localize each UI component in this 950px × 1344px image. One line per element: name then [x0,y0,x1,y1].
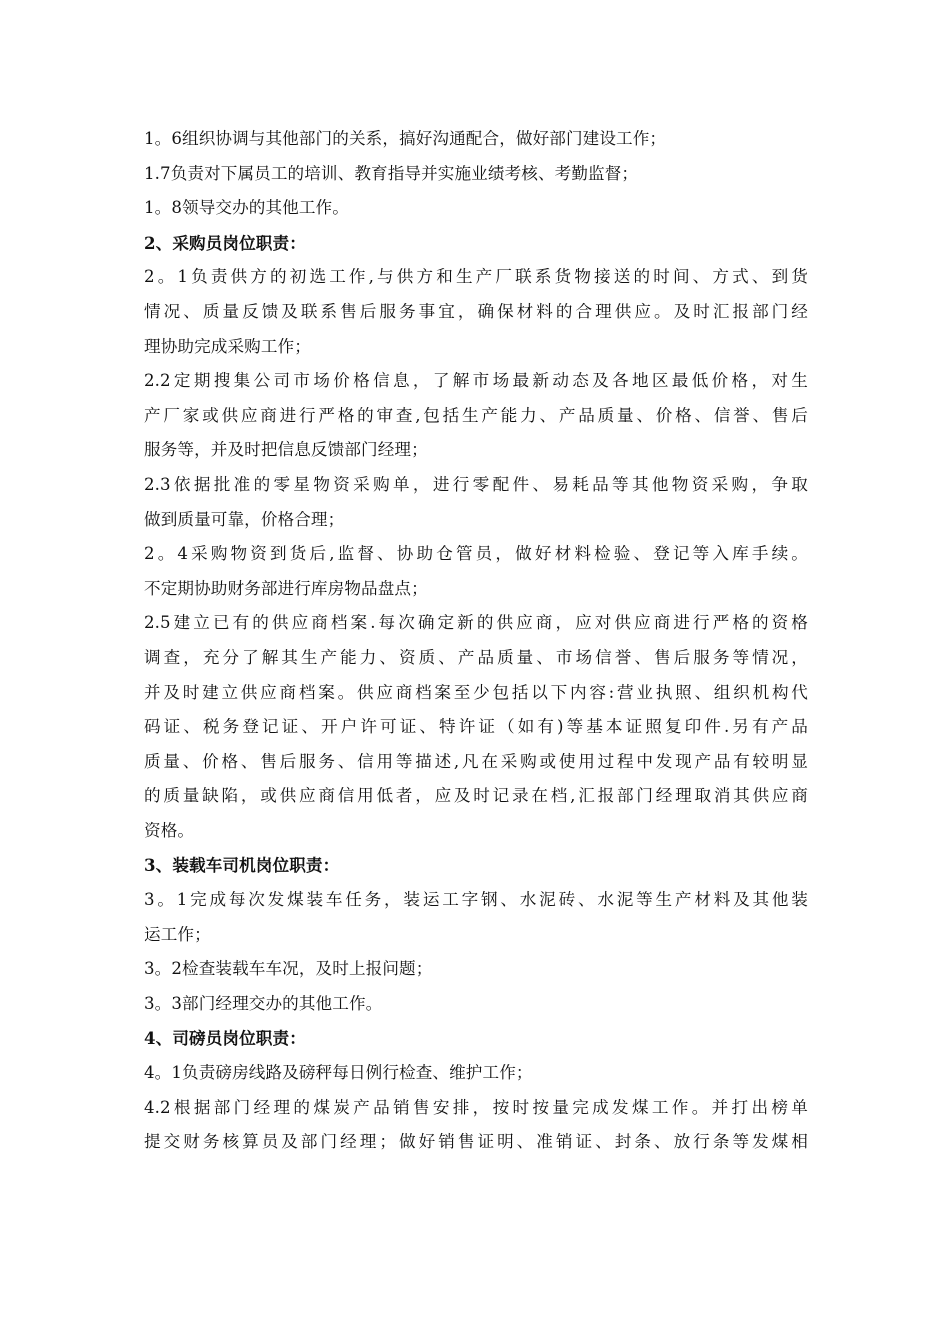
text-line: 3。3部门经理交办的其他工作。 [144,993,383,1013]
text-line: 质量、价格、售后服务、信用等描述,凡在采购或使用过程中发现产品有较明显 [144,751,808,771]
text-line: 做到质量可靠，价格合理； [144,509,345,529]
text-line: 2.5建立已有的供应商档案.每次确定新的供应商，应对供应商进行严格的资格 [144,613,808,633]
text-line: 码证、税务登记证、开户许可证、特许证（如有)等基本证照复印件.另有产品 [144,717,808,737]
text-line: 3。1完成每次发煤装车任务，装运工字钢、水泥砖、水泥等生产材料及其他装 [144,890,808,910]
text-line: 2。4采购物资到货后,监督、协助仓管员，做好材料检验、登记等入库手续。 [144,544,808,564]
text-line: 理协助完成采购工作； [144,336,311,356]
text-line: 2。1负责供方的初选工作,与供方和生产厂联系货物接送的时间、方式、到货 [144,267,808,287]
text-line: 4.2根据部门经理的煤炭产品销售安排，按时按量完成发煤工作。并打出榜单 [144,1097,808,1117]
text-line: 1。8领导交办的其他工作。 [144,198,349,218]
document-page [144,122,808,1160]
text-line: 1。6组织协调与其他部门的关系，搞好沟通配合，做好部门建设工作； [144,129,667,148]
text-line: 调查，充分了解其生产能力、资质、产品质量、市场信誉、售后服务等情况， [144,647,808,667]
section-heading: 2、采购员岗位职责： [144,232,306,253]
text-line: 运工作； [144,924,211,944]
text-line: 1.7负责对下属员工的培训、教育指导并实施业绩考核、考勤监督； [144,163,639,183]
text-line: 并及时建立供应商档案。供应商档案至少包括以下内容:营业执照、组织机构代 [144,682,808,702]
text-line: 2.2定期搜集公司市场价格信息，了解市场最新动态及各地区最低价格，对生 [144,371,808,391]
section-heading: 4、司磅员岗位职责： [144,1028,306,1049]
text-line: 3。2检查装载车车况，及时上报问题； [144,959,433,979]
text-line: 的质量缺陷，或供应商信用低者，应及时记录在档,汇报部门经理取消其供应商 [144,786,808,806]
text-line: 4。1负责磅房线路及磅秤每日例行检查、维护工作； [144,1063,533,1083]
text-line: 资格。 [144,820,195,840]
text-line: 不定期协助财务部进行库房物品盘点； [144,578,428,598]
text-line: 2.3依据批准的零星物资采购单，进行零配件、易耗品等其他物资采购，争取 [144,474,808,494]
text-line: 提交财务核算员及部门经理；做好销售证明、准销证、封条、放行条等发煤相 [144,1132,808,1152]
text-line: 服务等，并及时把信息反馈部门经理； [144,440,428,460]
text-line: 情况、质量反馈及联系售后服务事宜，确保材料的合理供应。及时汇报部门经 [144,301,808,321]
text-line: 产厂家或供应商进行严格的审查,包括生产能力、产品质量、价格、信誉、售后 [144,405,808,425]
section-heading: 3、装载车司机岗位职责： [144,855,340,876]
